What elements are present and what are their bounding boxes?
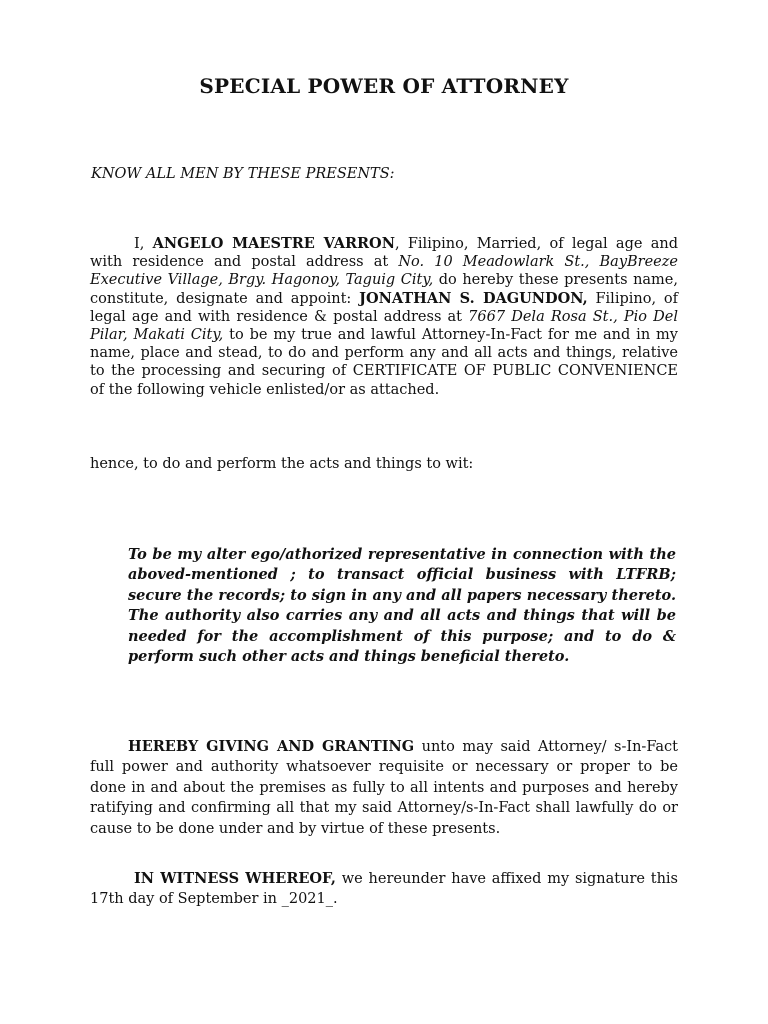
p1-text-3: do hereby these presents name, constitute, designate and appoint:	[90, 272, 678, 307]
attorney-address: 7667 Dela Rosa St., Pio Del Pilar, Makati City,	[90, 308, 678, 344]
witness-text: we hereunder have affixed my signature this 17th day of September in _2021_.	[90, 871, 679, 908]
granting-lead: HEREBY GIVING AND GRANTING	[128, 738, 415, 755]
witness-lead: IN WITNESS WHEREOF,	[134, 870, 336, 887]
intro-line: KNOW ALL MEN BY THESE PRESENTS:	[91, 166, 395, 182]
document-title: SPECIAL POWER OF ATTORNEY	[199, 74, 569, 98]
granting-paragraph	[90, 737, 678, 839]
attorney-name: JONATHAN S. DAGUNDON,	[359, 289, 588, 307]
principal-address: No. 10 Meadowlark St., BayBreeze Executive Village, Brgy. Hagonoy, Taguig City,	[90, 254, 678, 289]
p1-text-5: to be my true and lawful Attorney-In-Fact for me and in my name, place and stead, to do and perform any and all acts and things, relative to the processing and securing of CERTIFICATE OF PUBLIC CONVENIENCE of the following vehicle enlisted/or as attached.	[90, 327, 678, 398]
p1-text-2: , Filipino, Married, of legal age and with residence and postal address at	[90, 236, 678, 271]
authority-scope-paragraph: To be my alter ego/athorized representative in connection with the aboved-mentioned ; to transact official business with LTFRB; secure the records; to sign in any and all papers necessary thereto. The authority also carries any and all acts and things that will be needed for the accomplishment of this purpose; and to do & perform such other acts and things beneficial thereto.	[128, 546, 676, 666]
p1-text-1: I,	[134, 236, 153, 252]
granting-text: unto may said Attorney/ s-In-Fact full power and authority whatsoever requisite or necessary or proper to be done in and about the premises as fully to all intents and purposes and hereby ratifying and confirming all that my said Attorney/s-In-Fact shall lawfully do or cause to be done under and by virtue of these presents.	[90, 739, 679, 837]
appointment-paragraph	[90, 235, 678, 399]
acts-intro-paragraph: hence, to do and perform the acts and things to wit:	[90, 456, 474, 472]
p1-text-4: Filipino, of legal age and with residence & postal address at	[90, 290, 678, 325]
principal-name: ANGELO MAESTRE VARRON	[152, 235, 395, 252]
witness-paragraph	[90, 869, 678, 910]
